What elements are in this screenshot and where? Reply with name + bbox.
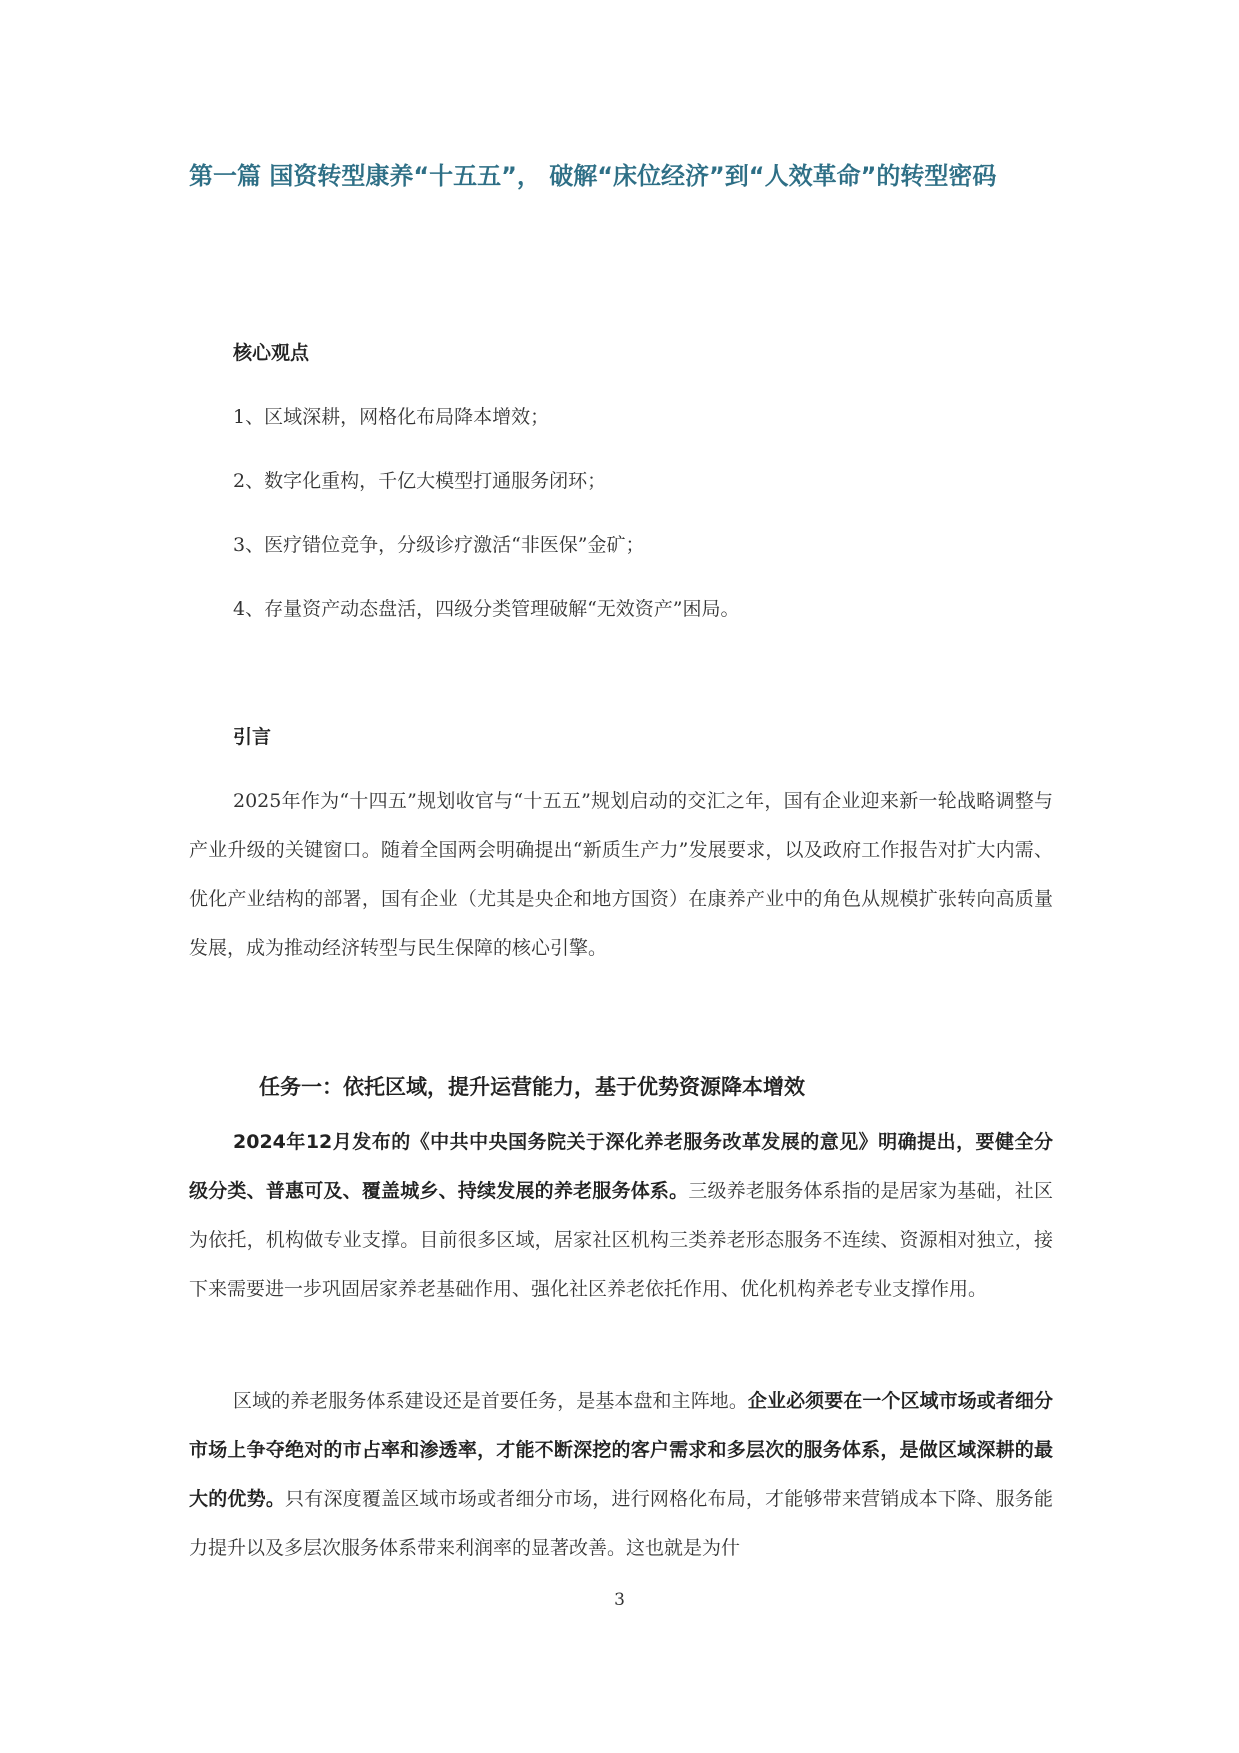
task1-paragraph-1 bbox=[189, 1118, 1053, 1314]
intro-paragraph: 2025年作为“十四五”规划收官与“十五五”规划启动的交汇之年，国有企业迎来新一轮战略调整与产业升级的关键窗口。随着全国两会明确提出“新质生产力”发展要求，以及政府工作报告对扩大内需、优化产业结构的部署，国有企业（尤其是央企和地方国资）在康养产业中的角色从规模扩张转向高质量发展，成为推动经济转型与民生保障的核心引擎。 bbox=[189, 790, 1053, 959]
chapter-title: 第一篇 国资转型康养“十五五”， 破解“床位经济”到“人效革命”的转型密码 bbox=[189, 162, 997, 190]
task1-paragraph-2-start: 区域的养老服务体系建设还是首要任务，是基本盘和主阵地。 bbox=[233, 1390, 748, 1412]
task1-paragraph-1-bold: 2024年12月发布的《中共中央国务院关于深化养老服务改革发展的意见》明确提出，要健全分级分类、普惠可及、覆盖城乡、持续发展的养老服务体系。 bbox=[189, 1131, 1053, 1202]
task1-paragraph-1-rest: 三级养老服务体系指的是居家为基础，社区为依托，机构做专业支撑。目前很多区域，居家社区机构三类养老形态服务不连续、资源相对独立，接下来需要进一步巩固居家养老基础作用、强化社区养老依托作用、优化机构养老专业支撑作用。 bbox=[189, 1180, 1053, 1300]
intro-heading: 引言 bbox=[233, 726, 272, 748]
core-views-heading: 核心观点 bbox=[233, 342, 310, 364]
core-view-item-1: 1、区域深耕，网格化布局降本增效； bbox=[233, 406, 550, 428]
core-view-item-2: 2、数字化重构，千亿大模型打通服务闭环； bbox=[233, 470, 607, 492]
task1-heading: 任务一：依托区域，提升运营能力，基于优势资源降本增效 bbox=[259, 1075, 805, 1099]
page-number: 3 bbox=[614, 1590, 625, 1610]
task1-paragraph-2 bbox=[189, 1377, 1053, 1573]
task1-paragraph-2-rest: 只有深度覆盖区域市场或者细分市场，进行网格化布局，才能够带来营销成本下降、服务能力提升以及多层次服务体系带来利润率的显著改善。这也就是为什 bbox=[189, 1488, 1053, 1559]
task1-paragraph-2-bold: 企业必须要在一个区域市场或者细分市场上争夺绝对的市占率和渗透率，才能不断深挖的客户需求和多层次的服务体系，是做区域深耕的最大的优势。 bbox=[189, 1390, 1053, 1510]
core-view-item-4: 4、存量资产动态盘活，四级分类管理破解“无效资产”困局。 bbox=[233, 598, 740, 620]
core-view-item-3: 3、医疗错位竞争，分级诊疗激活“非医保”金矿； bbox=[233, 534, 645, 556]
